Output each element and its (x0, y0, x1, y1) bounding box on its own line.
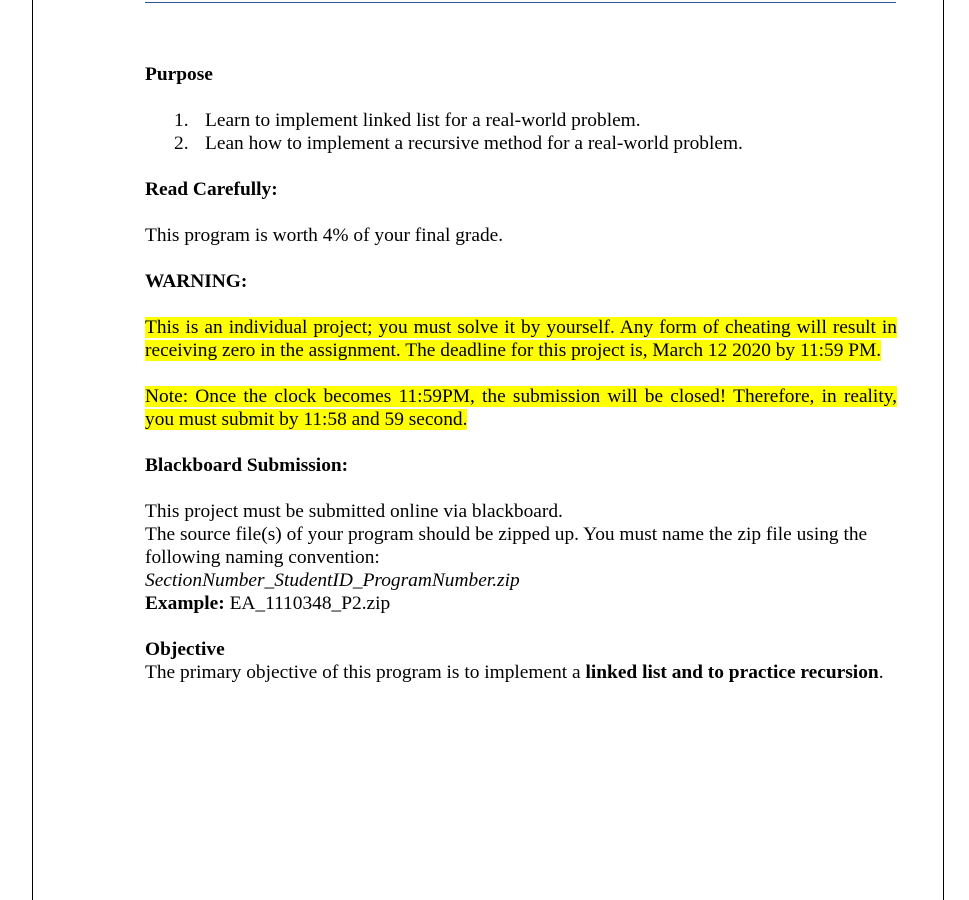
document-body (145, 63, 897, 684)
purpose-list (145, 109, 897, 155)
spacer (145, 201, 897, 224)
list-number: 2. (174, 133, 189, 154)
spacer (145, 615, 897, 638)
list-item (145, 132, 897, 155)
document-page (32, 0, 944, 900)
highlighted-text: Note: Once the clock becomes 11:59PM, the submission will be closed! Therefore, in reality, you must submit by 11:58 and 59 second. (145, 386, 897, 430)
spacer (145, 247, 897, 270)
list-item-text: Lean how to implement a recursive method for a real-world problem. (205, 133, 743, 154)
list-number: 1. (174, 110, 189, 131)
objective-text (145, 661, 897, 684)
warning-paragraph (145, 316, 897, 362)
grade-weight-text: This program is worth 4% of your final grade. (145, 225, 504, 246)
spacer (145, 155, 897, 178)
spacer (145, 431, 897, 454)
note-paragraph (145, 385, 897, 431)
purpose-heading: Purpose (145, 64, 213, 85)
objective-text-bold: linked list and to practice recursion (585, 662, 879, 683)
spacer (145, 293, 897, 316)
example-line (145, 592, 897, 615)
warning-heading: WARNING: (145, 271, 248, 292)
list-item-text: Learn to implement linked list for a real-world problem. (205, 110, 641, 131)
read-carefully-heading: Read Carefully: (145, 179, 278, 200)
header-rule (145, 2, 896, 3)
submission-heading: Blackboard Submission: (145, 455, 349, 476)
objective-heading: Objective (145, 639, 225, 660)
submission-line-2: The source file(s) of your program should be zipped up. You must name the zip file using the following naming convention: (145, 524, 868, 568)
spacer (145, 86, 897, 109)
spacer (145, 477, 897, 500)
example-value: EA_1110348_P2.zip (224, 593, 391, 614)
submission-line-1: This project must be submitted online via blackboard. (145, 501, 563, 522)
objective-text-before: The primary objective of this program is to implement a (145, 662, 586, 683)
highlighted-text: This is an individual project; you must solve it by yourself. Any form of cheating will result in receiving zero in the assignment. The deadline for this project is, March 12 2020 by 11:59 PM. (145, 317, 897, 361)
list-item (145, 109, 897, 132)
naming-convention: SectionNumber_StudentID_ProgramNumber.zip (145, 570, 520, 591)
spacer (145, 362, 897, 385)
example-label: Example: (145, 593, 225, 614)
objective-text-after: . (878, 662, 884, 683)
